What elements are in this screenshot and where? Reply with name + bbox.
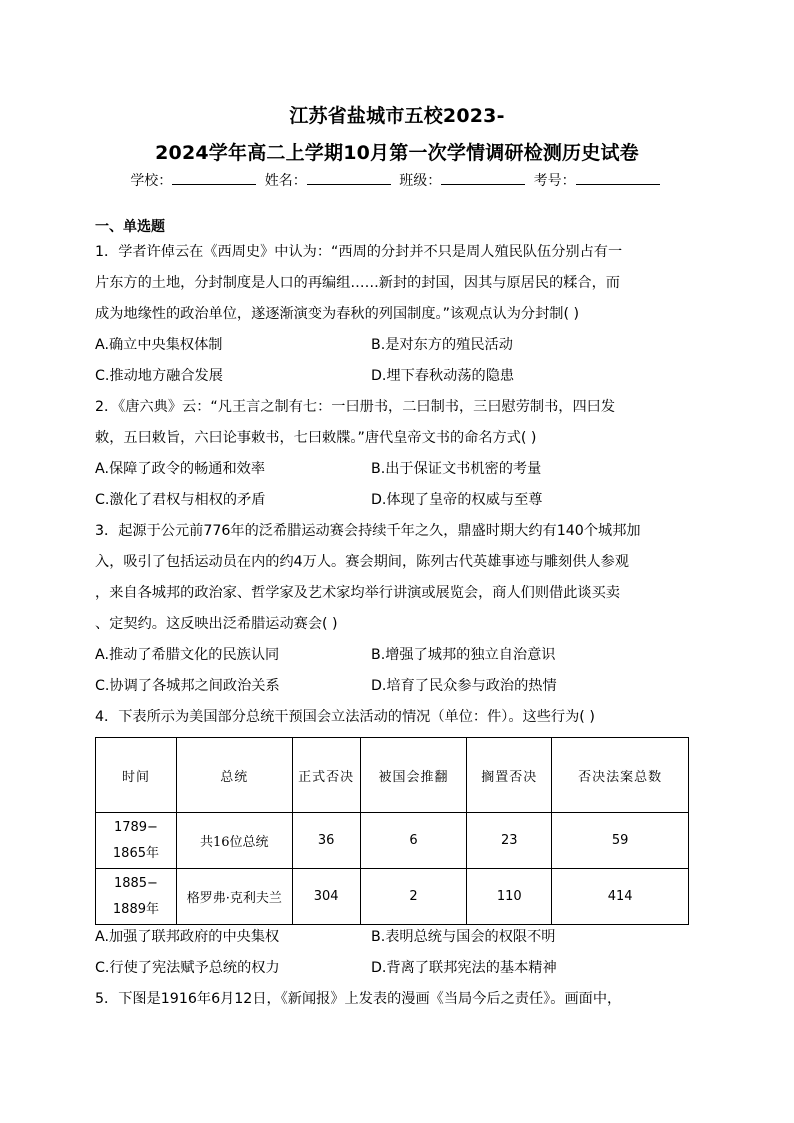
section-heading: 一、单选题 <box>95 219 165 235</box>
name-blank[interactable] <box>307 172 391 185</box>
q3-option-c[interactable]: C.协调了各城邦之间政治关系 <box>95 678 280 694</box>
row2-president: 格罗弗·克利夫兰 <box>176 869 292 925</box>
q3-option-d[interactable]: D.培育了民众参与政治的热情 <box>371 678 557 694</box>
q1-stem-line1: 1．学者许倬云在《西周史》中认为：“西周的分封并不只是周人殖民队伍分别占有一 <box>95 244 623 260</box>
q4-stem-line1: 4．下表所示为美国部分总统干预国会立法活动的情况（单位：件）。这些行为( ) <box>95 709 595 725</box>
q4-option-d[interactable]: D.背离了联邦宪法的基本精神 <box>371 960 557 976</box>
q4-option-c[interactable]: C.行使了宪法赋予总统的权力 <box>95 960 280 976</box>
q3-stem-line3: ，来自各城邦的政治家、哲学家及艺术家均举行讲演或展览会，商人们则借此谈买卖 <box>95 585 620 601</box>
row2-time-start: 1885− <box>113 875 158 891</box>
table-header-row <box>96 738 689 813</box>
table-row <box>96 869 689 925</box>
header-overridden: 被国会推翻 <box>360 738 467 813</box>
exam-title-line2: 2024学年高二上学期10月第一次学情调研检测历史试卷 <box>155 142 639 164</box>
header-formal-veto: 正式否决 <box>292 738 360 813</box>
q4-option-b[interactable]: B.表明总统与国会的权限不明 <box>371 929 556 945</box>
exam-number-blank[interactable] <box>576 172 660 185</box>
q1-option-a[interactable]: A.确立中央集权体制 <box>95 337 223 353</box>
q3-option-a[interactable]: A.推动了希腊文化的民族认同 <box>95 647 280 663</box>
school-blank[interactable] <box>172 172 256 185</box>
header-time: 时间 <box>96 738 177 813</box>
q1-stem-line2: 片东方的土地，分封制度是人口的再编组……新封的封国，因其与原居民的糅合，而 <box>95 275 620 291</box>
row1-overridden: 6 <box>360 813 467 869</box>
q2-option-d[interactable]: D.体现了皇帝的权威与至尊 <box>371 492 543 508</box>
row2-total: 414 <box>552 869 689 925</box>
q1-option-c[interactable]: C.推动地方融合发展 <box>95 368 223 384</box>
row1-time <box>96 813 177 869</box>
exam-number-label: 考号： <box>533 173 576 189</box>
row1-time-end: 1865年 <box>112 845 159 861</box>
table-row <box>96 813 689 869</box>
header-total-vetoes: 否决法案总数 <box>552 738 689 813</box>
row1-total: 59 <box>552 813 689 869</box>
q2-stem-line1: 2．《唐六典》云：“凡王言之制有七：一曰册书，二曰制书，三曰慰劳制书，四曰发 <box>95 399 616 415</box>
class-label: 班级： <box>399 173 442 189</box>
q2-option-c[interactable]: C.激化了君权与相权的矛盾 <box>95 492 266 508</box>
row1-president: 共16位总统 <box>176 813 292 869</box>
q3-stem-line4: 、定契约。这反映出泛希腊运动赛会( ) <box>95 616 338 632</box>
exam-title-line1: 江苏省盐城市五校2023- <box>289 105 505 127</box>
q3-stem-line1: 3．起源于公元前776年的泛希腊运动赛会持续千年之久，鼎盛时期大约有140个城邦加 <box>95 523 641 539</box>
q2-option-a[interactable]: A.保障了政令的畅通和效率 <box>95 461 266 477</box>
q5-stem-line1: 5．下图是1916年6月12日，《新闻报》上发表的漫画《当局今后之责任》。画面中， <box>95 991 622 1007</box>
row2-formal-veto: 304 <box>292 869 360 925</box>
name-label: 姓名： <box>264 173 307 189</box>
q2-stem-line2: 敕，五曰敕旨，六曰论事敕书，七曰敕牒。”唐代皇帝文书的命名方式( ) <box>95 430 537 446</box>
q3-option-b[interactable]: B.增强了城邦的独立自治意识 <box>371 647 556 663</box>
header-pocket-veto: 搁置否决 <box>467 738 552 813</box>
row1-formal-veto: 36 <box>292 813 360 869</box>
veto-table <box>95 737 689 925</box>
row2-time-end: 1889年 <box>112 901 159 917</box>
row1-pocket-veto: 23 <box>467 813 552 869</box>
row2-time <box>96 869 177 925</box>
class-blank[interactable] <box>441 172 525 185</box>
student-info-line <box>0 170 794 190</box>
header-president: 总统 <box>176 738 292 813</box>
q1-option-d[interactable]: D.埋下春秋动荡的隐患 <box>371 368 515 384</box>
row2-overridden: 2 <box>360 869 467 925</box>
q1-stem-line3: 成为地缘性的政治单位，遂逐渐演变为春秋的列国制度。”该观点认为分封制( ) <box>95 306 580 322</box>
q4-option-a[interactable]: A.加强了联邦政府的中央集权 <box>95 929 280 945</box>
q3-stem-line2: 入，吸引了包括运动员在内的约4万人。赛会期间，陈列古代英雄事迹与雕刻供人参观 <box>95 554 629 570</box>
q2-option-b[interactable]: B.出于保证文书机密的考量 <box>371 461 542 477</box>
school-label: 学校： <box>130 173 173 189</box>
q1-option-b[interactable]: B.是对东方的殖民活动 <box>371 337 513 353</box>
row2-pocket-veto: 110 <box>467 869 552 925</box>
row1-time-start: 1789− <box>113 819 158 835</box>
